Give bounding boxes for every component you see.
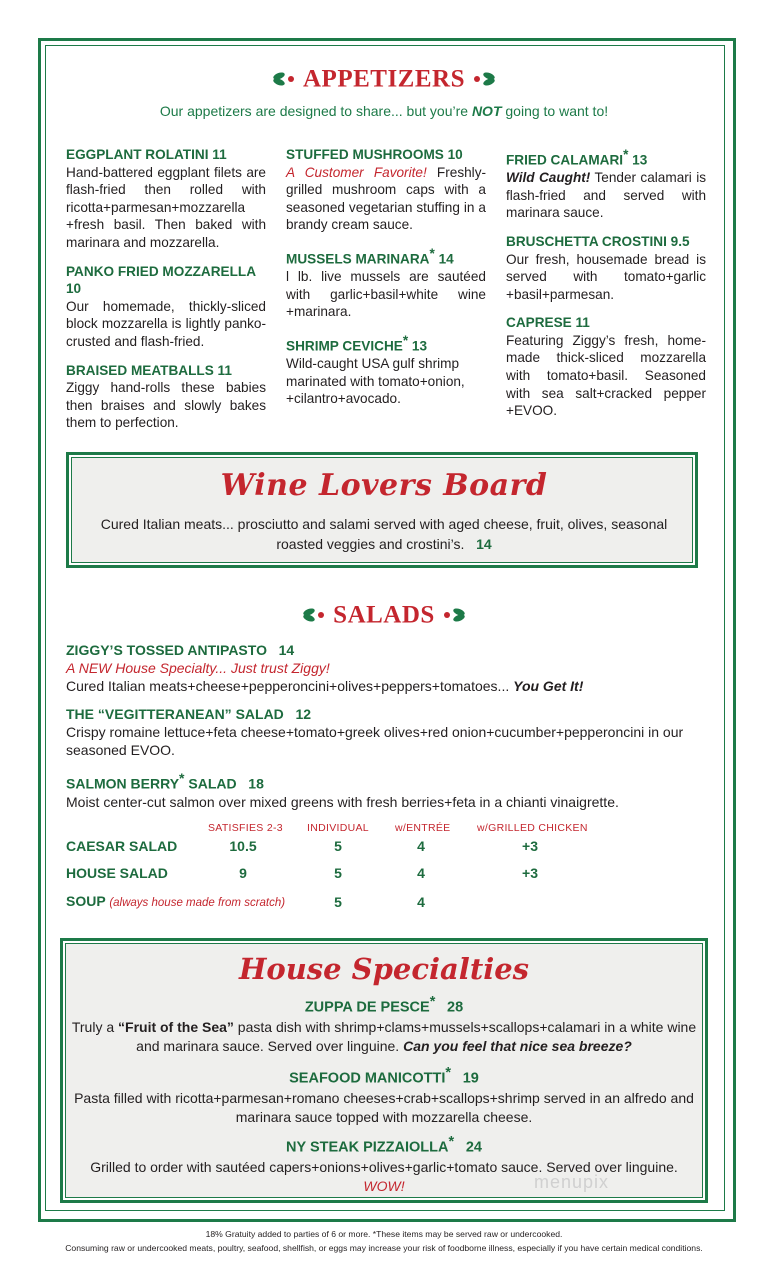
- item-description: Featuring Ziggy’s fresh, home-made thick-sliced mozzarella with tomato+basil. Seasoned with sea salt+cracked pepper +EVOO.: [506, 332, 706, 419]
- raw-marker: *: [445, 1065, 452, 1081]
- table-header: w/GRILLED CHICKEN: [477, 822, 588, 834]
- item-price: 10: [447, 147, 463, 162]
- item-description-emphasis: Can you feel that nice sea breeze?: [403, 1037, 632, 1054]
- raw-marker: *: [429, 245, 435, 261]
- item-price: 13: [411, 338, 428, 354]
- raw-marker: *: [448, 1134, 455, 1150]
- menu-item: [506, 233, 706, 303]
- table-header: INDIVIDUAL: [307, 822, 369, 834]
- raw-marker: *: [623, 147, 629, 162]
- specialties-title: House Specialties: [238, 952, 530, 986]
- specialty-item: ZUPPA DE PESCE* 28 Truly a “Fruit of the Sea” pasta dish with shrimp+clams+mussels+scallops+calamari in a white wine and marinara sauce. Served over linguine. Can you feel that nice sea breeze?: [71, 994, 697, 1054]
- table-cell: 5: [334, 838, 342, 854]
- item-price: 14: [278, 642, 295, 658]
- table-row-label: HOUSE SALAD: [66, 865, 168, 881]
- item-name: ZIGGY’S TOSSED ANTIPASTO: [66, 642, 267, 658]
- item-description: Crispy romaine lettuce+feta cheese+tomato+greek olives+red onion+cucumber+pepperoncini in our seasoned EVOO.: [66, 724, 684, 758]
- item-description: Ziggy hand-rolls these babies then braises and slowly bakes them to perfection.: [66, 380, 266, 431]
- item-name: MUSSELS MARINARA: [286, 251, 430, 267]
- item-price: 19: [462, 1070, 479, 1087]
- item-description-bold: “Fruit of the Sea”: [118, 1018, 234, 1035]
- table-row-label: SOUP (always house made from scratch): [66, 893, 286, 909]
- item-description-emphasis: You Get It!: [513, 678, 584, 694]
- item-name: FRIED CALAMARI: [506, 152, 624, 168]
- appetizers-tagline: Our appetizers are designed to share... but you’re NOT going to want to!: [159, 103, 609, 119]
- item-description: Our fresh, housemade bread is served with tomato+garlic +basil+parmesan.: [506, 251, 706, 302]
- item-description-emphasis: WOW!: [363, 1177, 405, 1194]
- menu-item: [506, 146, 706, 222]
- item-price: 18: [248, 775, 264, 792]
- footer-health-warning: Consuming raw or undercooked meats, poultry, seafood, shellfish, or eggs may increase your risk of foodborne illness, especially if you have certain medical conditions.: [65, 1243, 703, 1253]
- table-cell: +3: [522, 838, 538, 854]
- item-price: 11: [575, 315, 590, 331]
- tagline-emphasis: NOT: [471, 103, 502, 119]
- soup-note: (always house made from scratch): [109, 897, 286, 909]
- item-description: Moist center-cut salmon over mixed greens with fresh berries+feta in a chianti vinaigrette.: [66, 793, 619, 810]
- table-header: SATISFIES 2-3: [208, 822, 283, 834]
- item-name: SEAFOOD MANICOTTI: [289, 1070, 446, 1087]
- appetizers-column-2: [286, 146, 486, 419]
- table-cell: +3: [522, 865, 538, 881]
- menu-item: [286, 146, 486, 234]
- item-name: CAPRESE: [506, 315, 572, 331]
- item-name: EGGPLANT ROLATINI: [66, 147, 209, 162]
- item-tagline: A NEW House Specialty... Just trust Ziggy!: [66, 660, 330, 676]
- salads-heading: [0, 600, 768, 629]
- salad-item: [66, 769, 706, 811]
- item-name-tail: SALAD: [184, 775, 237, 792]
- item-name: ZUPPA DE PESCE: [304, 999, 430, 1016]
- table-row-label: CAESAR SALAD: [66, 838, 178, 854]
- salad-item: [66, 705, 706, 759]
- item-name: STUFFED MUSHROOMS: [286, 147, 444, 162]
- item-description: l lb. live mussels are sautéed with garlic+basil+white wine +marinara.: [286, 269, 486, 320]
- wine-board-title: Wine Lovers Board: [220, 468, 548, 503]
- menu-item: [506, 314, 706, 420]
- item-name: THE “VEGITTERANEAN” SALAD: [66, 706, 284, 722]
- item-description: Pasta filled with ricotta+parmesan+romano cheeses+crab+scallops+shrimp served in an alfredo and marinara sauce topped with mozzarella cheese.: [74, 1089, 694, 1125]
- item-name: NY STEAK PIZZAIOLLA: [286, 1139, 449, 1156]
- item-price: 28: [447, 999, 464, 1016]
- table-cell: 10.5: [229, 838, 257, 854]
- item-lead: Wild Caught!: [506, 170, 591, 186]
- item-price: 14: [438, 251, 454, 267]
- leaf-ornament-left-icon: [302, 601, 326, 629]
- leaf-ornament-left-icon: [272, 65, 296, 93]
- item-name: SHRIMP CEVICHE: [286, 338, 403, 354]
- menu-item: [66, 362, 266, 432]
- table-cell: 9: [239, 865, 247, 881]
- item-price: 9.5: [670, 233, 690, 249]
- item-price: 10: [66, 281, 82, 297]
- table-cell: 5: [334, 865, 342, 881]
- raw-marker: *: [429, 994, 436, 1010]
- item-price: 12: [295, 706, 312, 722]
- item-description: Our homemade, thickly-sliced block mozzarella is lightly panko-crusted and flash-fried.: [66, 298, 266, 349]
- item-price: 24: [465, 1139, 482, 1156]
- table-cell: 4: [417, 838, 425, 854]
- salad-item: [66, 641, 706, 695]
- menu-item: [286, 332, 486, 408]
- item-description: Hand-battered eggplant filets are flash-fried then rolled with ricotta+parmesan+mozzarella +fresh basil. Then baked with marinara and mozzarella.: [66, 164, 266, 250]
- footer-gratuity-note: 18% Gratuity added to parties of 6 or more. *These items may be served raw or undercooked.: [205, 1229, 563, 1239]
- raw-marker: *: [402, 332, 409, 348]
- table-cell: 5: [334, 894, 342, 910]
- item-name: BRAISED MEATBALLS: [66, 362, 214, 378]
- appetizers-title: APPETIZERS: [303, 65, 465, 93]
- specialty-item: NY STEAK PIZZAIOLLA* 24 Grilled to order with sautéed capers+onions+olives+garlic+tomato sauce. Served over linguine. WOW!: [90, 1134, 678, 1194]
- wine-board-price: 14: [476, 536, 492, 552]
- item-name: PANKO FRIED MOZZARELLA: [66, 263, 257, 279]
- item-description: Wild-caught USA gulf shrimp marinated with tomato+onion, +cilantro+avocado.: [286, 356, 465, 407]
- menu-item: [66, 146, 266, 252]
- item-name: SALMON BERRY: [66, 775, 180, 792]
- item-description: Cured Italian meats+cheese+pepperoncini+olives+peppers+tomatoes...: [66, 678, 514, 694]
- item-name: BRUSCHETTA CROSTINI: [506, 233, 667, 249]
- watermark: menupix: [534, 1172, 610, 1192]
- table-cell: 4: [417, 865, 425, 881]
- item-price: 13: [632, 152, 648, 168]
- table-header: w/ENTRÉE: [395, 822, 451, 834]
- item-description: Freshly-grilled mushroom caps with a seasoned vegetarian stuffing in a brandy cream sauce.: [286, 164, 487, 233]
- specialty-item: [70, 1064, 698, 1127]
- item-price: 11: [212, 147, 227, 162]
- wine-board-description: Cured Italian meats... prosciutto and salami served with aged cheese, fruit, olives, seasonal roasted veggies and crostini’s. 14: [100, 516, 668, 552]
- menu-item: [286, 245, 486, 321]
- appetizers-column-1: [66, 146, 266, 443]
- salads-title: SALADS: [333, 601, 435, 629]
- appetizers-heading: [0, 64, 768, 93]
- leaf-ornament-right-icon: [472, 65, 496, 93]
- item-description: Tender calamari is flash-fried and served with marinara sauce.: [506, 170, 707, 221]
- menu-item: [66, 263, 266, 351]
- item-lead: A Customer Favorite!: [286, 164, 427, 180]
- raw-marker: *: [179, 770, 185, 786]
- item-price: 11: [217, 362, 232, 378]
- appetizers-column-3: [506, 146, 706, 431]
- table-cell: 4: [417, 894, 425, 910]
- leaf-ornament-right-icon: [442, 601, 466, 629]
